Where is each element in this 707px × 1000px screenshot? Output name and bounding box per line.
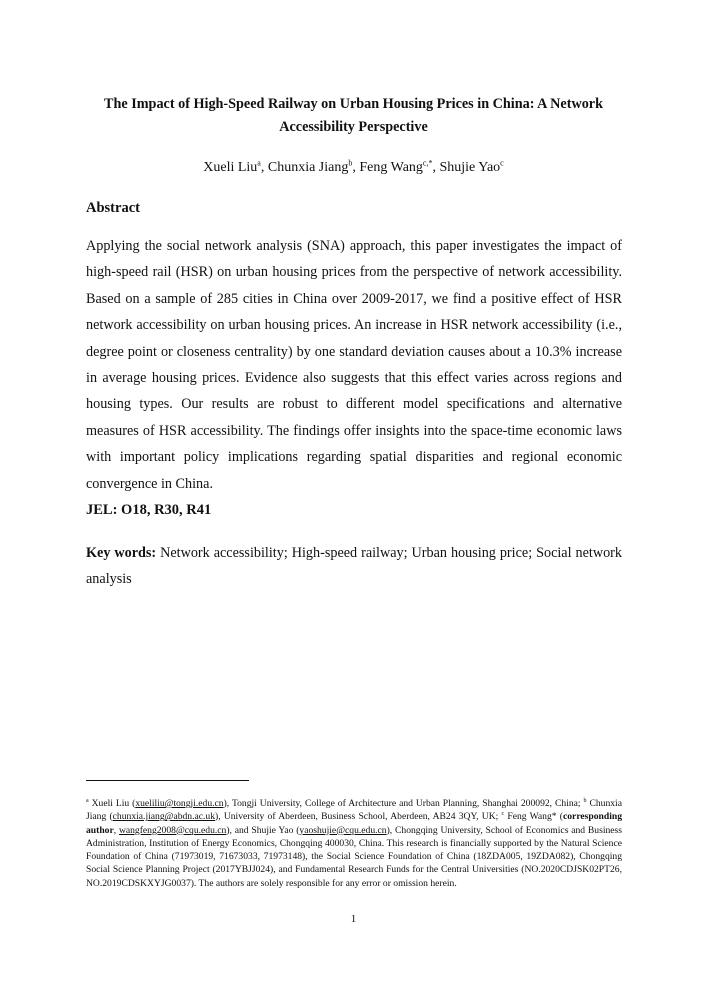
author-separator: , xyxy=(352,160,360,175)
email-link[interactable]: xueliliu@tongji.edu.cn xyxy=(135,798,224,809)
footnote-text: Chunxia Jiang ( xyxy=(86,798,622,823)
footnote-text: Feng Wang* ( xyxy=(504,811,563,823)
author-affiliation-mark: c,* xyxy=(422,158,433,168)
footnote-divider xyxy=(86,780,249,781)
footnote-text: Xueli Liu ( xyxy=(88,798,136,809)
footnote-text: , xyxy=(113,824,119,836)
page-number: 1 xyxy=(350,913,357,925)
email-link[interactable]: chunxia.jiang@abdn.ac.uk xyxy=(112,811,216,823)
author-list xyxy=(90,158,617,178)
author-separator: , xyxy=(432,160,440,175)
footnote-mark: a xyxy=(86,797,89,804)
author-name: Xueli Liu xyxy=(203,160,258,175)
funding-note: This research is financially supported by the Natural Science Foundation of China (71973019, 71673033, 71973148), the Social Science Foundation of China (18ZDA005, 19ZDA082), Chongqing Social Science Planning Project (2017YBJJ024), and Fundamental Research Funds for the Central Universities (NO.2020CDJSK02PT26, NO.2019CDSKXYJG0037). The authors are solely responsible for any error or omission herein. xyxy=(86,837,622,889)
author-affiliation-mark: b xyxy=(348,158,353,168)
author-affiliation-mark: a xyxy=(257,158,261,168)
corresponding-author-label: corresponding author xyxy=(86,811,622,836)
author-name: Feng Wang xyxy=(359,160,423,175)
author-separator: , xyxy=(260,160,268,175)
jel-codes: JEL: O18, R30, R41 xyxy=(86,502,212,518)
footnote xyxy=(86,797,622,890)
footnote-mark: b xyxy=(583,797,587,804)
footnote-text: ), Tongji University, College of Architecture and Urban Planning, Shanghai 200092, China; xyxy=(223,798,584,809)
email-link[interactable]: wangfeng2008@cqu.edu.cn xyxy=(118,824,227,836)
keywords-text: Network accessibility; High-speed railway; Urban housing price; Social network analysis xyxy=(86,545,622,588)
author-affiliation-mark: c xyxy=(500,158,504,168)
footnote-text: ), and Shujie Yao ( xyxy=(226,824,300,836)
footnote-text: ), Chongqing University, School of Economics and Business Administration, Institution of Energy Economics, Chongqing 400030, China. xyxy=(86,824,623,849)
footnote-text: ), University of Aberdeen, Business School, Aberdeen, AB24 3QY, UK; xyxy=(215,811,502,823)
keywords xyxy=(86,540,622,593)
keywords-label: Key words: xyxy=(86,545,157,561)
paper-title: The Impact of High-Speed Railway on Urban Housing Prices in China: A Network Accessibility Perspective xyxy=(104,96,603,135)
author-name: Chunxia Jiang xyxy=(267,160,349,175)
abstract-body: Applying the social network analysis (SNA) approach, this paper investigates the impact of high-speed rail (HSR) on urban housing prices from the perspective of network accessibility. Based on a sample of 285 cities in China over 2009-2017, we find a positive effect of HSR network accessibility on urban housing prices. An increase in HSR network accessibility (i.e., degree point or closeness centrality) by one standard deviation causes about a 10.3% increase in average housing prices. Evidence also suggests that this effect varies across regions and housing types. Our results are robust to different model specifications and alternative measures of HSR accessibility. The findings offer insights into the space-time economic laws with important policy implications regarding spatial disparities and regional economic convergence in China. xyxy=(86,238,622,492)
abstract-heading: Abstract xyxy=(86,200,140,216)
author-name: Shujie Yao xyxy=(439,160,501,175)
email-link[interactable]: yaoshujie@cqu.edu.cn xyxy=(299,824,387,836)
footnote-mark: c xyxy=(501,811,505,818)
